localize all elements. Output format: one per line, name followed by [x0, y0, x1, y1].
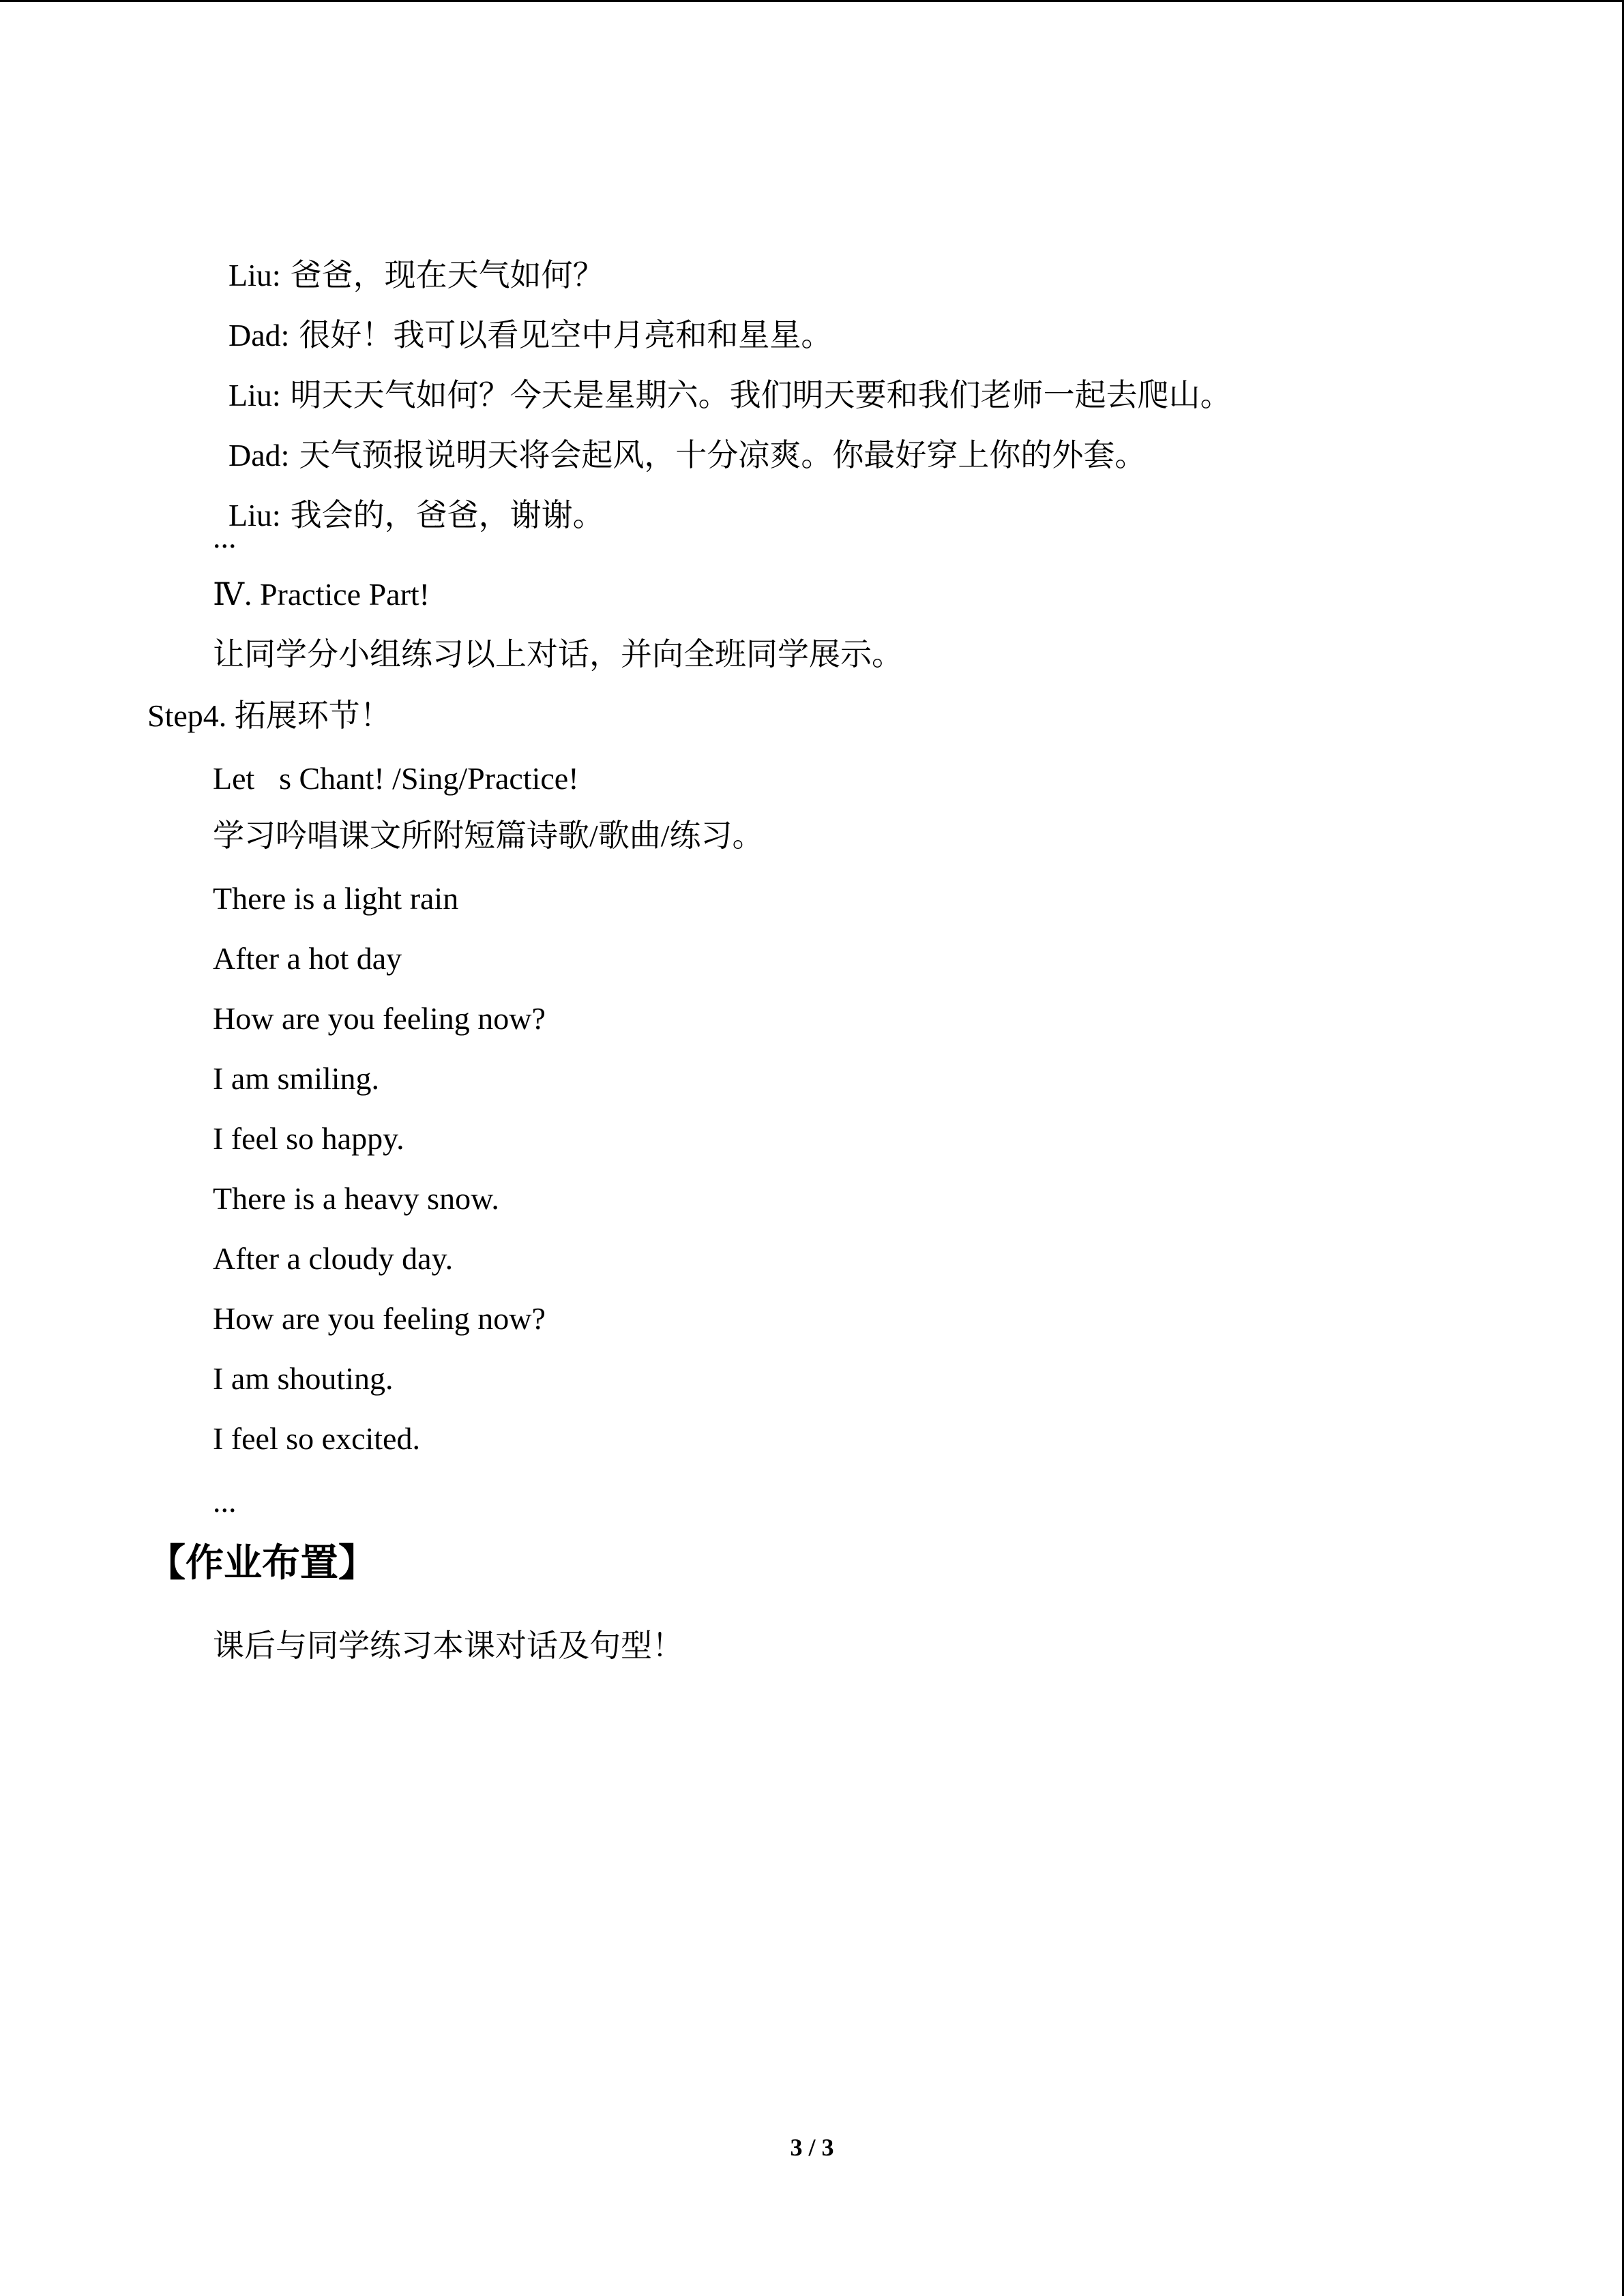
dialogue-line — [213, 454, 604, 536]
page-number: 3 / 3 — [790, 2134, 834, 2161]
chant-line: I feel so happy. — [213, 1121, 404, 1156]
chant-line: I am smiling. — [213, 1061, 380, 1096]
chant-line: How are you feeling now? — [213, 1001, 546, 1036]
speaker-label: Dad: — [228, 438, 290, 473]
chant-line: After a cloudy day. — [213, 1241, 454, 1276]
practice-title: Ⅳ. Practice Part! — [213, 577, 430, 612]
chant-line: I am shouting. — [213, 1361, 394, 1396]
chant-title: Let s Chant! /Sing/Practice! — [213, 761, 579, 796]
dialogue-text: 天气预报说明天将会起风，十分凉爽。你最好穿上你的外套。 — [299, 438, 1147, 473]
chant-description: 学习吟唱课文所附短篇诗歌/歌曲/练习。 — [213, 818, 764, 853]
ellipsis: ... — [213, 520, 237, 554]
homework-heading: 【作业布置】 — [147, 1541, 377, 1585]
ellipsis: ... — [213, 1484, 237, 1519]
dialogue-text: 爸爸，现在天气如何？ — [290, 258, 604, 293]
chant-line: After a hot day — [213, 941, 402, 976]
dialogue-text: 明天天气如何？今天是星期六。我们明天要和我们老师一起去爬山。 — [290, 378, 1232, 413]
chant-line: There is a heavy snow. — [213, 1181, 499, 1216]
chant-line: There is a light rain — [213, 881, 459, 916]
speaker-label: Liu: — [228, 258, 281, 293]
speaker-label: Liu: — [228, 378, 281, 413]
homework-text: 课后与同学练习本课对话及句型！ — [213, 1628, 683, 1663]
speaker-label: Dad: — [228, 318, 290, 353]
chant-line: How are you feeling now? — [213, 1301, 546, 1336]
speaker-label: Liu: — [228, 498, 281, 533]
page-top-border — [0, 0, 1624, 2]
chant-line: I feel so excited. — [213, 1421, 420, 1456]
practice-description: 让同学分小组练习以上对话，并向全班同学展示。 — [213, 637, 903, 672]
dialogue-text: 很好！我可以看见空中月亮和和星星。 — [299, 318, 833, 353]
step4-title: Step4. 拓展环节！ — [147, 698, 392, 733]
dialogue-text: 我会的，爸爸，谢谢。 — [290, 498, 604, 533]
